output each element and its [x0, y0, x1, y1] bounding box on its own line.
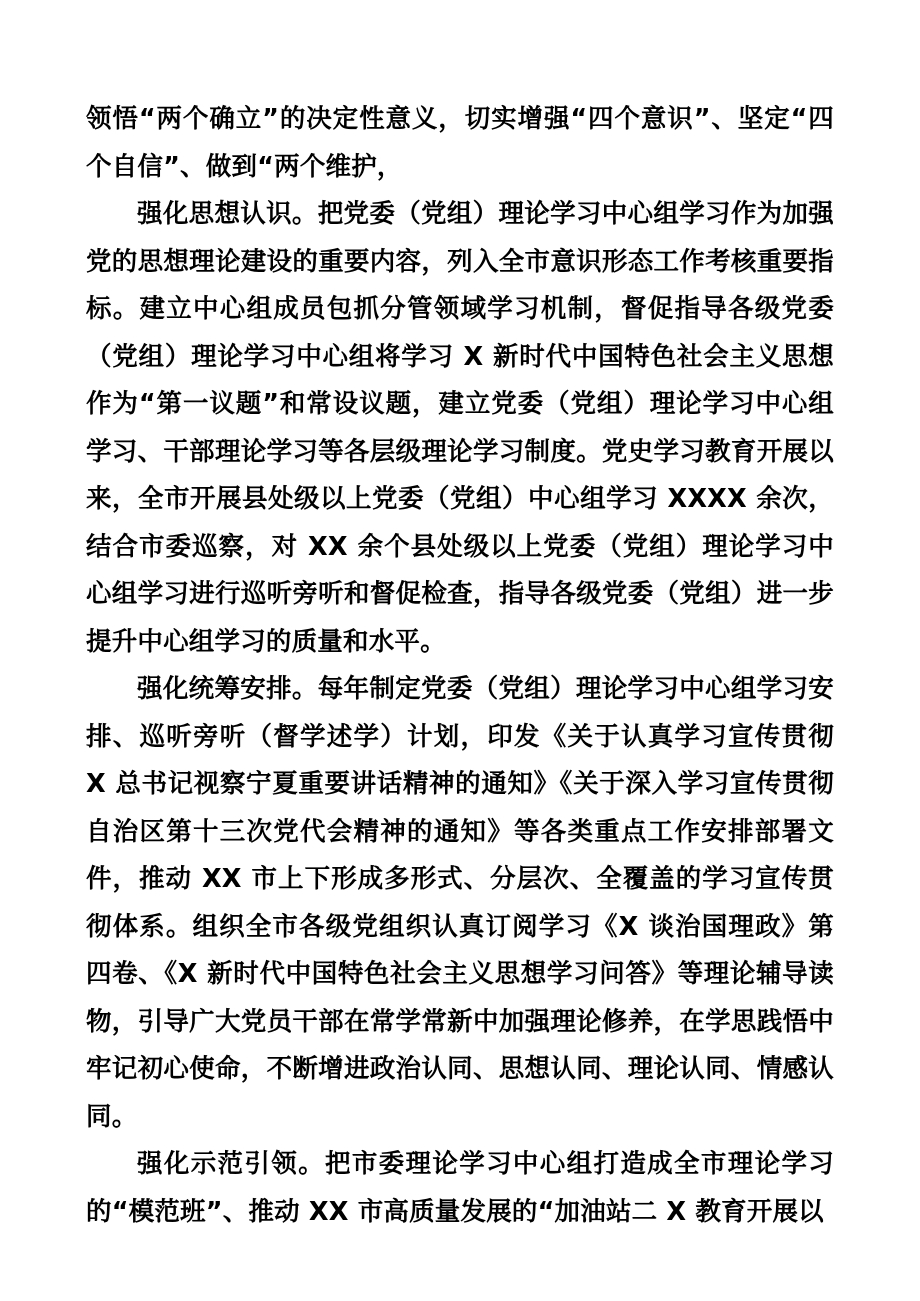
- paragraph-1: 领悟“两个确立”的决定性意义，切实增强“四个意识”、坚定“四个自信”、做到“两个维护，: [86, 104, 834, 182]
- document-body: [86, 96, 834, 1236]
- paragraph-3: 强化统筹安排。每年制定党委（党组）理论学习中心组学习安排、巡听旁听（督学述学）计划，印发《关于认真学习宣传贯彻 X 总书记视察宁夏重要讲话精神的通知》《关于深入学习宣传贯彻自治区第十三次党代会精神的通知》等各类重点工作安排部署文件，推动 XX 市上下形成多形式、分层次、全覆盖的学习宣传贯彻体系。组织全市各级党组织认真订阅学习《X 谈治国理政》第四卷、《X 新时代中国特色社会主义思想学习问答》等理论辅导读物，引导广大党员干部在常学常新中加强理论修养，在学思践悟中牢记初心使命，不断增进政治认同、思想认同、理论认同、情感认同。: [86, 674, 834, 1132]
- paragraph-2: 强化思想认识。把党委（党组）理论学习中心组学习作为加强党的思想理论建设的重要内容，列入全市意识形态工作考核重要指标。建立中心组成员包抓分管领域学习机制，督促指导各级党委（党组）理论学习中心组将学习 X 新时代中国特色社会主义思想作为“第一议题”和常设议题，建立党委（党组）理论学习中心组学习、干部理论学习等各层级理论学习制度。党史学习教育开展以来，全市开展县处级以上党委（党组）中心组学习 XXXX 余次，结合市委巡察，对 XX 余个县处级以上党委（党组）理论学习中心组学习进行巡听旁听和督促检查，指导各级党委（党组）进一步提升中心组学习的质量和水平。: [86, 199, 834, 657]
- paragraph-4: 强化示范引领。把市委理论学习中心组打造成全市理论学习的“模范班”、推动 XX 市高质量发展的“加油站二 X 教育开展以: [86, 1149, 834, 1227]
